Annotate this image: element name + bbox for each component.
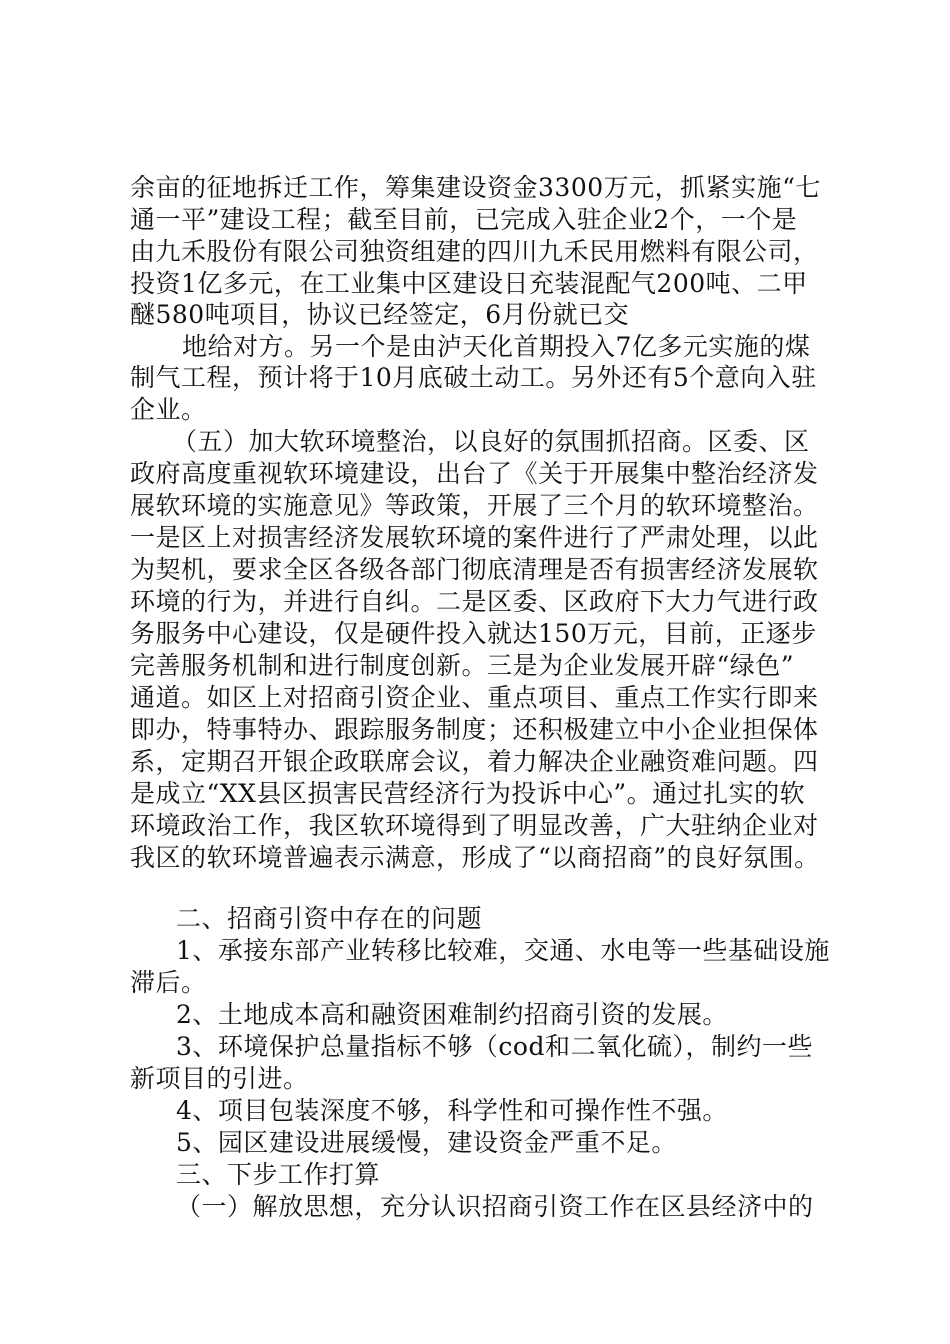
text-line: 投资1亿多元，在工业集中区建设日充装混配气200吨、二甲 (130, 269, 808, 298)
text-line: 通一平”建设工程；截至目前，已完成入驻企业2个，一个是 (130, 205, 798, 234)
text-line: 完善服务机制和进行制度创新。三是为企业发展开辟“绿色” (130, 651, 795, 680)
text-line: 醚580吨项目，协议已经签定，6月份就已交 (130, 300, 630, 329)
list-item-3: 3、环境保护总量指标不够（cod和二氧化硫），制约一些 (176, 1032, 813, 1061)
text-line: 是成立“XX县区损害民营经济行为投诉中心”。通过扎实的软 (130, 779, 806, 808)
text-line: 即办，特事特办、跟踪服务制度；还积极建立中小企业担保体 (130, 715, 819, 744)
text-line: 系，定期召开银企政联席会议，着力解决企业融资难问题。四 (130, 747, 819, 776)
text-line: 为契机，要求全区各级各部门彻底清理是否有损害经济发展软 (130, 555, 819, 584)
list-item-2: 2、土地成本高和融资困难制约招商引资的发展。 (176, 1000, 728, 1029)
paragraph-start-line: 地给对方。另一个是由泸天化首期投入7亿多元实施的煤 (182, 332, 811, 361)
text-line: 滞后。 (130, 968, 207, 997)
text-line: 通道。如区上对招商引资企业、重点项目、重点工作实行即来 (130, 683, 819, 712)
text-line: 我区的软环境普遍表示满意，形成了“以商招商”的良好氛围。 (130, 843, 820, 872)
text-line: 制气工程，预计将于10月底破土动工。另外还有5个意向入驻 (130, 363, 817, 392)
list-item-1: 1、承接东部产业转移比较难，交通、水电等一些基础设施 (176, 936, 830, 965)
text-line: 展软环境的实施意见》等政策，开展了三个月的软环境整治。 (130, 491, 819, 520)
text-line: 环境政治工作，我区软环境得到了明显改善，广大驻纳企业对 (130, 811, 819, 840)
subsection-one-heading-line: （一）解放思想，充分认识招商引资工作在区县经济中的 (176, 1192, 814, 1221)
section-three-heading: 三、下步工作打算 (176, 1160, 381, 1189)
text-line: 一是区上对损害经济发展软环境的案件进行了严肃处理，以此 (130, 523, 819, 552)
text-line: 务服务中心建设，仅是硬件投入就达150万元，目前，正逐步 (130, 619, 817, 648)
section-five-heading-line: （五）加大软环境整治，以良好的氛围抓招商。区委、区 (172, 427, 810, 456)
text-line: 环境的行为，并进行自纠。二是区委、区政府下大力气进行政 (130, 587, 819, 616)
text-line: 企业。 (130, 395, 207, 424)
text-line: 余亩的征地拆迁工作，筹集建设资金3300万元，抓紧实施“七 (130, 173, 821, 202)
text-line: 新项目的引进。 (130, 1064, 309, 1093)
list-item-5: 5、园区建设进展缓慢，建设资金严重不足。 (176, 1128, 677, 1157)
text-line: 政府高度重视软环境建设，出台了《关于开展集中整治经济发 (130, 459, 819, 488)
text-line: 由九禾股份有限公司独资组建的四川九禾民用燃料有限公司， (130, 237, 819, 266)
list-item-4: 4、项目包装深度不够，科学性和可操作性不强。 (176, 1096, 728, 1125)
section-two-heading: 二、招商引资中存在的问题 (176, 904, 483, 933)
